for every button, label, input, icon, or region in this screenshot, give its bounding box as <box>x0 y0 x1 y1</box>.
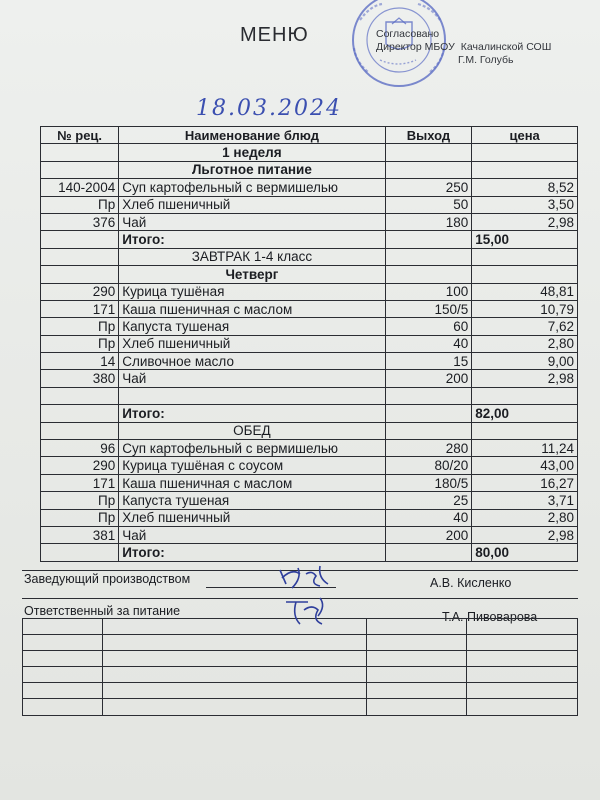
recipe-code: 290 <box>41 457 119 474</box>
recipe-code: Пр <box>41 509 119 526</box>
total-row <box>41 231 578 248</box>
total-row <box>41 544 578 561</box>
section-row <box>41 248 578 265</box>
dish-name: Курица тушёная с соусом <box>119 457 385 474</box>
recipe-code: 290 <box>41 283 119 300</box>
table-row <box>41 492 578 509</box>
approval-line-1: Согласовано <box>376 28 440 40</box>
section-row <box>41 161 578 178</box>
table-row <box>41 440 578 457</box>
table-row <box>41 526 578 543</box>
responsible-label: Ответственный за питание <box>24 604 181 618</box>
section1-total: 15,00 <box>472 231 578 248</box>
table-row <box>41 196 578 213</box>
column-header-name: Наименование блюд <box>119 127 385 144</box>
dish-name: Каша пшеничная с маслом <box>119 474 385 491</box>
dish-name: Курица тушёная <box>119 283 385 300</box>
dish-output: 25 <box>385 492 472 509</box>
empty-row <box>41 387 578 404</box>
dish-name: Суп картофельный с вермишелью <box>119 440 385 457</box>
manager-name: А.В. Кисленко <box>430 576 512 590</box>
dish-output: 180 <box>385 213 472 230</box>
section3-total-label: Итого: <box>119 544 385 561</box>
dish-name: Чай <box>119 370 385 387</box>
table-row <box>41 509 578 526</box>
approval-line-2-right: Качалинской СОШ <box>460 41 552 53</box>
column-header-output: Выход <box>385 127 472 144</box>
manager-signature <box>272 562 342 596</box>
table-row <box>41 457 578 474</box>
section2-day: Четверг <box>119 266 385 283</box>
page-title: МЕНЮ <box>240 24 309 46</box>
table-row <box>41 335 578 352</box>
table-row <box>41 300 578 317</box>
dish-name: Капуста тушеная <box>119 492 385 509</box>
dish-price: 2,98 <box>472 213 578 230</box>
dish-output: 60 <box>385 318 472 335</box>
section2-items <box>41 283 578 387</box>
approval-line-2 <box>376 41 551 54</box>
approval-line-2-left: Директор МБОУ <box>376 41 455 53</box>
dish-price: 2,80 <box>472 335 578 352</box>
dish-name: Сливочное масло <box>119 353 385 370</box>
dish-output: 50 <box>385 196 472 213</box>
section2-label: ЗАВТРАК 1-4 класс <box>119 248 385 265</box>
dish-name: Чай <box>119 526 385 543</box>
column-header-code: № рец. <box>41 127 119 144</box>
section-row <box>41 422 578 439</box>
dish-output: 180/5 <box>385 474 472 491</box>
recipe-code: 96 <box>41 440 119 457</box>
recipe-code: 381 <box>41 526 119 543</box>
section3-label: ОБЕД <box>119 422 385 439</box>
table-row <box>41 179 578 196</box>
approval-line-3: Г.М. Голубь <box>458 54 514 66</box>
recipe-code: Пр <box>41 335 119 352</box>
responsible-name: Т.А. Пивоварова <box>442 610 538 624</box>
dish-price: 7,62 <box>472 318 578 335</box>
dish-name: Чай <box>119 213 385 230</box>
section1-label: Льготное питание <box>119 161 385 178</box>
recipe-code: 140-2004 <box>41 179 119 196</box>
dish-price: 2,98 <box>472 370 578 387</box>
dish-name: Хлеб пшеничный <box>119 196 385 213</box>
table-header-row <box>41 127 578 144</box>
dish-price: 9,00 <box>472 353 578 370</box>
column-header-price: цена <box>472 127 578 144</box>
section2-total-label: Итого: <box>119 405 385 422</box>
approval-block <box>376 28 551 67</box>
recipe-code: Пр <box>41 318 119 335</box>
dish-output: 150/5 <box>385 300 472 317</box>
day-row <box>41 266 578 283</box>
section1-items <box>41 179 578 231</box>
table-row <box>41 213 578 230</box>
signature-grid <box>22 570 578 716</box>
dish-output: 280 <box>385 440 472 457</box>
table-row <box>41 370 578 387</box>
dish-name: Суп картофельный с вермишелью <box>119 179 385 196</box>
recipe-code: Пр <box>41 196 119 213</box>
dish-price: 3,71 <box>472 492 578 509</box>
recipe-code: 171 <box>41 474 119 491</box>
dish-price: 11,24 <box>472 440 578 457</box>
dish-output: 200 <box>385 370 472 387</box>
dish-name: Каша пшеничная с маслом <box>119 300 385 317</box>
dish-name: Капуста тушеная <box>119 318 385 335</box>
dish-price: 16,27 <box>472 474 578 491</box>
dish-output: 40 <box>385 509 472 526</box>
dish-name: Хлеб пшеничный <box>119 335 385 352</box>
table-row <box>41 283 578 300</box>
section3-total: 80,00 <box>472 544 578 561</box>
dish-output: 40 <box>385 335 472 352</box>
section3-items <box>41 440 578 544</box>
handwritten-date: 18.03.2024 <box>196 96 342 121</box>
dish-output: 100 <box>385 283 472 300</box>
recipe-code: Пр <box>41 492 119 509</box>
recipe-code: 376 <box>41 213 119 230</box>
section1-total-label: Итого: <box>119 231 385 248</box>
dish-output: 80/20 <box>385 457 472 474</box>
dish-name: Хлеб пшеничный <box>119 509 385 526</box>
recipe-code: 14 <box>41 353 119 370</box>
manager-label: Заведующий производством <box>24 572 191 586</box>
recipe-code: 380 <box>41 370 119 387</box>
section2-total: 82,00 <box>472 405 578 422</box>
dish-price: 3,50 <box>472 196 578 213</box>
dish-output: 15 <box>385 353 472 370</box>
dish-output: 200 <box>385 526 472 543</box>
week-label: 1 неделя <box>119 144 385 161</box>
responsible-signature <box>280 592 340 630</box>
table-row <box>41 353 578 370</box>
week-row <box>41 144 578 161</box>
dish-price: 43,00 <box>472 457 578 474</box>
dish-price: 48,81 <box>472 283 578 300</box>
dish-price: 8,52 <box>472 179 578 196</box>
table-row <box>41 474 578 491</box>
table-row <box>41 318 578 335</box>
menu-table <box>40 126 578 562</box>
dish-price: 2,80 <box>472 509 578 526</box>
dish-price: 10,79 <box>472 300 578 317</box>
dish-price: 2,98 <box>472 526 578 543</box>
recipe-code: 171 <box>41 300 119 317</box>
total-row <box>41 405 578 422</box>
dish-output: 250 <box>385 179 472 196</box>
